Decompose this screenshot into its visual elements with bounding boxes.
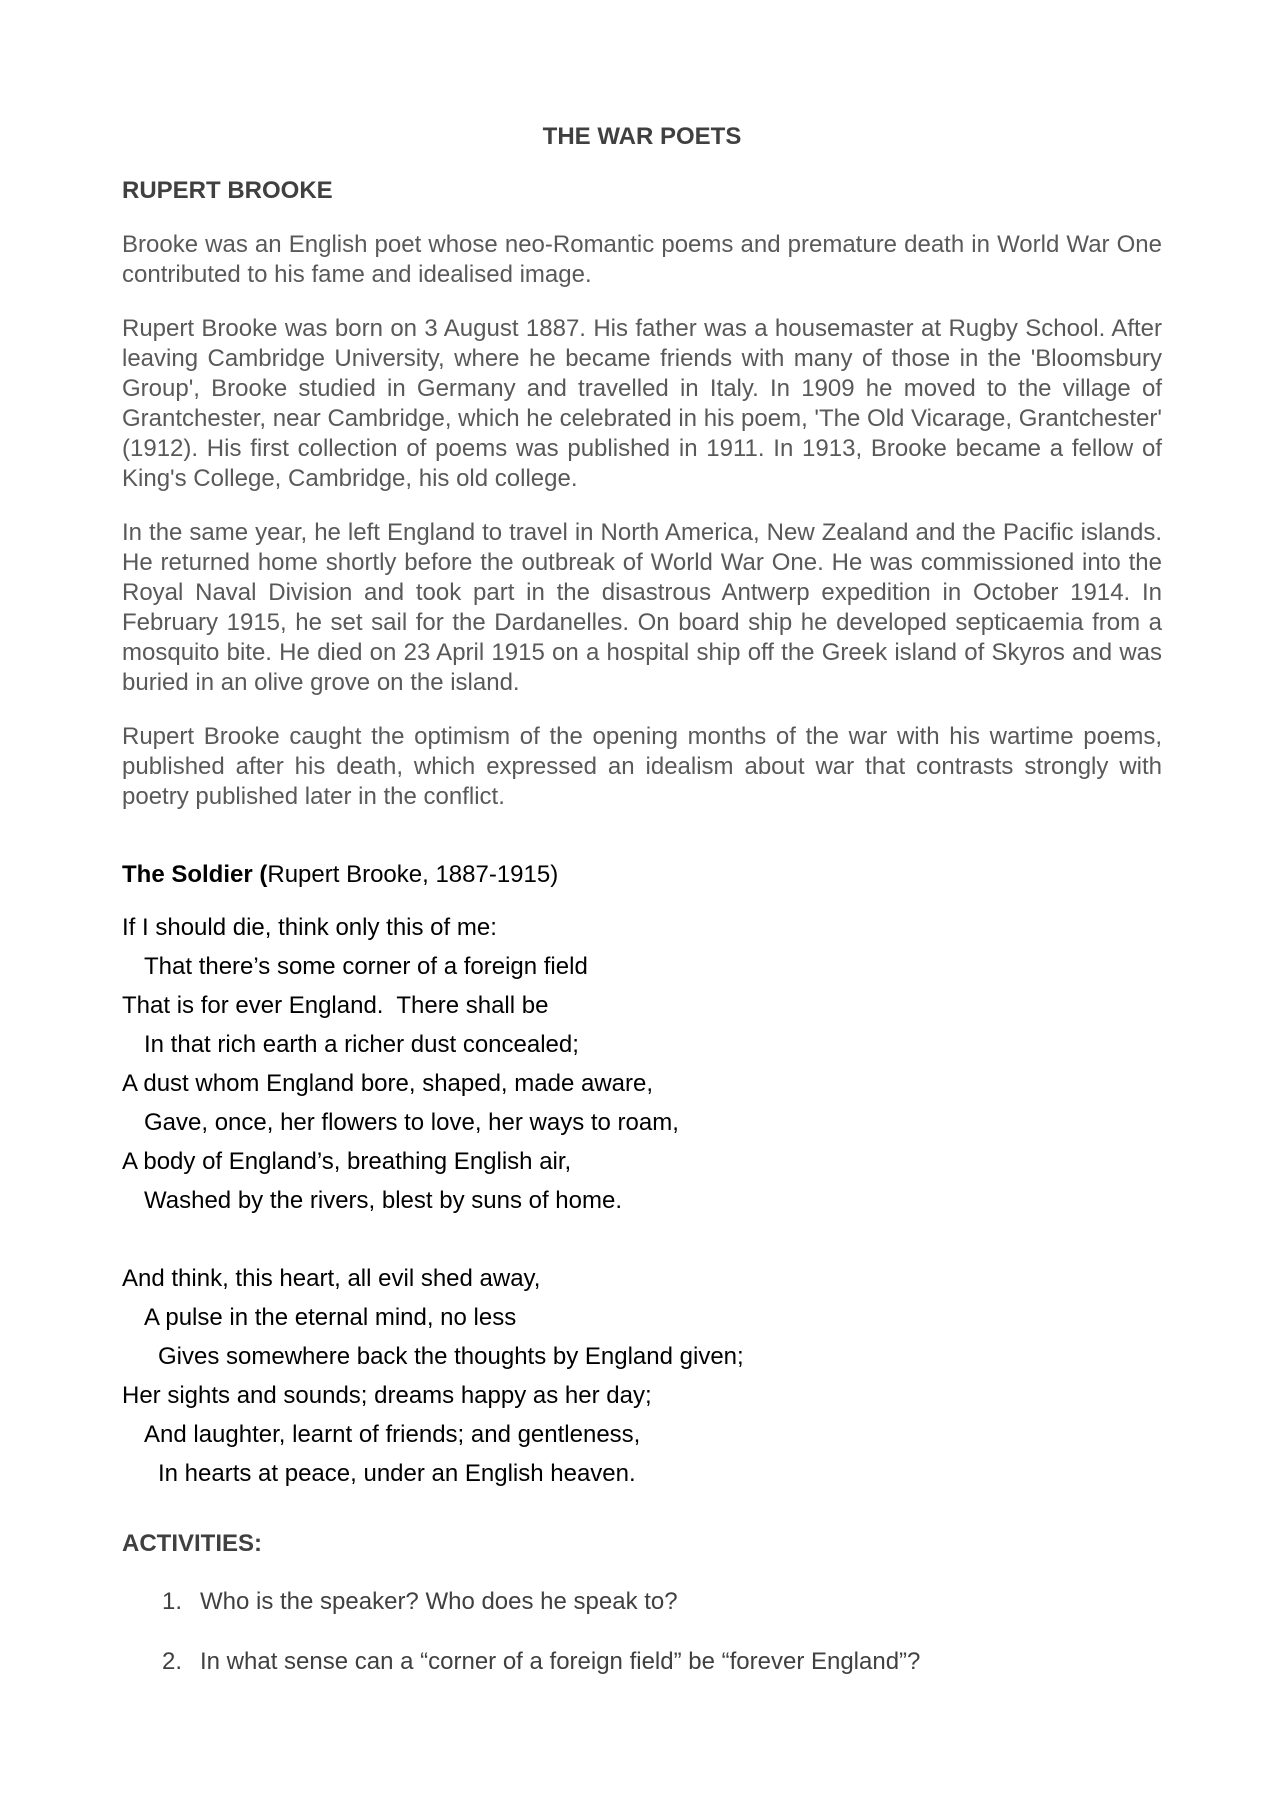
activities-heading: ACTIVITIES:: [122, 1530, 263, 1557]
document-page: [122, 122, 1162, 1707]
poem-attribution-paren: (: [259, 861, 268, 888]
war-paragraph: In the same year, he left England to travel in North America, New Zealand and the Pacific islands. He returned home shortly before the outbreak of World War One. He was commissioned into the Royal Naval Division and took part in the disastrous Antwerp expedition in October 1914. In February 1915, he set sail for the Dardanelles. On board ship he developed septicaemia from a mosquito bite. He died on 23 April 1915 on a hospital ship off the Greek island of Skyros and was buried in an olive grove on the island.: [122, 519, 1162, 696]
poem-line: Washed by the rivers, blest by suns of home.: [144, 1187, 622, 1214]
poem-line: Her sights and sounds; dreams happy as her day;: [122, 1382, 652, 1409]
poem-stanza-2: [122, 1259, 1162, 1493]
poem-line: A dust whom England bore, shaped, made aware,: [122, 1070, 653, 1097]
poem-line: In hearts at peace, under an English heaven.: [158, 1460, 636, 1487]
activities-list: [122, 1587, 1162, 1677]
section-heading: RUPERT BROOKE: [122, 177, 333, 204]
list-item-text: In what sense can a “corner of a foreign field” be “forever England”?: [200, 1648, 921, 1675]
poem-line: That there’s some corner of a foreign field: [144, 953, 588, 980]
poem-stanza-1: [122, 908, 1162, 1220]
legacy-paragraph: Rupert Brooke caught the optimism of the opening months of the war with his wartime poems, published after his death, which expressed an idealism about war that contrasts strongly with poetry published later in the conflict.: [122, 723, 1162, 810]
poem-line: A body of England’s, breathing English air,: [122, 1148, 572, 1175]
poem-line: A pulse in the eternal mind, no less: [144, 1304, 517, 1331]
poem-line: And laughter, learnt of friends; and gentleness,: [144, 1421, 641, 1448]
list-item-number: 2.: [162, 1648, 183, 1675]
poem-line: In that rich earth a richer dust concealed;: [144, 1031, 579, 1058]
poem-line: That is for ever England. There shall be: [122, 992, 549, 1019]
poem-line: And think, this heart, all evil shed away,: [122, 1265, 541, 1292]
list-item: [122, 1587, 1162, 1617]
intro-paragraph: Brooke was an English poet whose neo-Romantic poems and premature death in World War One contributed to his fame and idealised image.: [122, 231, 1162, 288]
document-title: THE WAR POETS: [542, 123, 742, 150]
list-item-number: 1.: [162, 1588, 183, 1615]
poem-line: Gave, once, her flowers to love, her ways to roam,: [144, 1109, 679, 1136]
biography-paragraph: Rupert Brooke was born on 3 August 1887. His father was a housemaster at Rugby School. After leaving Cambridge University, where he became friends with many of those in the 'Bloomsbury Group', Brooke studied in Germany and travelled in Italy. In 1909 he moved to the village of Grantchester, near Cambridge, which he celebrated in his poem, 'The Old Vicarage, Grantchester' (1912). His first collection of poems was published in 1911. In 1913, Brooke became a fellow of King's College, Cambridge, his old college.: [122, 315, 1162, 492]
poem-attribution: Rupert Brooke, 1887-1915): [267, 861, 559, 888]
poem-line: Gives somewhere back the thoughts by England given;: [158, 1343, 744, 1370]
poem-title: The Soldier: [122, 861, 253, 888]
list-item: [122, 1647, 1162, 1677]
list-item-text: Who is the speaker? Who does he speak to?: [200, 1588, 678, 1615]
poem-heading: [122, 860, 1162, 890]
poem-line: If I should die, think only this of me:: [122, 914, 497, 941]
